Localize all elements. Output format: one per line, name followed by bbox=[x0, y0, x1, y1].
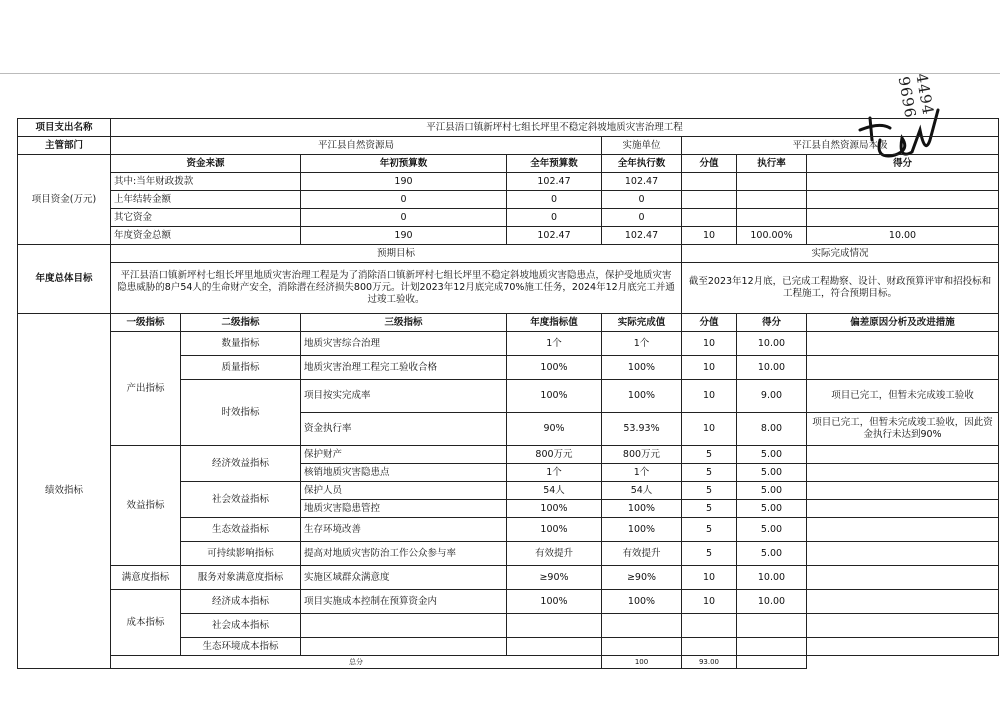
indicator-value: 10 bbox=[682, 380, 737, 413]
indicator-value: 10 bbox=[682, 356, 737, 380]
indicator-note bbox=[807, 332, 999, 356]
level2-quantity: 数量指标 bbox=[181, 332, 301, 356]
page-top-edge bbox=[0, 73, 1000, 74]
level2-service: 服务对象满意度指标 bbox=[181, 566, 301, 590]
indicator-actual: 800万元 bbox=[602, 446, 682, 464]
fund-annual: 102.47 bbox=[507, 173, 602, 191]
fund-score-value bbox=[682, 173, 737, 191]
indicator-target: 100% bbox=[507, 380, 602, 413]
col-executed: 全年执行数 bbox=[602, 155, 682, 173]
indicator-target: 100% bbox=[507, 356, 602, 380]
indicator-row bbox=[18, 566, 999, 590]
indicator-name: 地质灾害隐患管控 bbox=[301, 500, 507, 518]
indicator-note bbox=[807, 500, 999, 518]
total-value: 100 bbox=[602, 656, 682, 669]
col-target: 年度指标值 bbox=[507, 314, 602, 332]
indicator-note: 项目已完工，但暂未完成竣工验收，因此资金执行未达到90% bbox=[807, 413, 999, 446]
col-level1: 一级指标 bbox=[111, 314, 181, 332]
indicator-actual: 54人 bbox=[602, 482, 682, 500]
performance-header-row bbox=[18, 314, 999, 332]
col-level3: 三级指标 bbox=[301, 314, 507, 332]
fund-source: 其中:当年财政拨款 bbox=[111, 173, 301, 191]
indicator-name: 项目按实完成率 bbox=[301, 380, 507, 413]
indicator-score: 10.00 bbox=[737, 566, 807, 590]
indicator-actual: 1个 bbox=[602, 332, 682, 356]
actual-result-label: 实际完成情况 bbox=[682, 245, 999, 263]
col-source: 资金来源 bbox=[111, 155, 301, 173]
col-rate: 执行率 bbox=[737, 155, 807, 173]
fund-rate bbox=[737, 191, 807, 209]
total-row-partial bbox=[18, 656, 999, 669]
indicator-note bbox=[807, 542, 999, 566]
fund-score bbox=[807, 173, 999, 191]
project-name: 平江县浯口镇新坪村七组长坪里不稳定斜坡地质灾害治理工程 bbox=[111, 119, 999, 137]
level2-social: 社会效益指标 bbox=[181, 482, 301, 518]
indicator-value: 5 bbox=[682, 518, 737, 542]
fund-rate: 100.00% bbox=[737, 227, 807, 245]
indicator-value: 5 bbox=[682, 542, 737, 566]
handwritten-margin-note: 4494 9696 bbox=[894, 72, 938, 120]
col-initial: 年初预算数 bbox=[301, 155, 507, 173]
implementer: 平江县自然资源局本级 bbox=[682, 137, 999, 155]
level1-output: 产出指标 bbox=[111, 332, 181, 446]
indicator-name: 地质灾害治理工程完工验收合格 bbox=[301, 356, 507, 380]
expected-goal-label: 预期目标 bbox=[111, 245, 682, 263]
total-score: 93.00 bbox=[682, 656, 737, 669]
fund-annual: 0 bbox=[507, 191, 602, 209]
fund-annual: 0 bbox=[507, 209, 602, 227]
indicator-target: 1个 bbox=[507, 464, 602, 482]
indicator-value: 10 bbox=[682, 566, 737, 590]
department-label: 主管部门 bbox=[18, 137, 111, 155]
indicator-note bbox=[807, 566, 999, 590]
fund-score-value: 10 bbox=[682, 227, 737, 245]
indicator-actual: 100% bbox=[602, 356, 682, 380]
indicator-actual: 100% bbox=[602, 500, 682, 518]
level2-ecological: 生态效益指标 bbox=[181, 518, 301, 542]
col-score-value: 分值 bbox=[682, 155, 737, 173]
indicator-note bbox=[807, 590, 999, 614]
funds-row bbox=[18, 191, 999, 209]
goals-section-label: 年度总体目标 bbox=[18, 245, 111, 314]
indicator-target: 100% bbox=[507, 590, 602, 614]
indicator-score: 5.00 bbox=[737, 464, 807, 482]
level2-economic: 经济效益指标 bbox=[181, 446, 301, 482]
fund-rate bbox=[737, 173, 807, 191]
indicator-score: 5.00 bbox=[737, 542, 807, 566]
level1-benefit: 效益指标 bbox=[111, 446, 181, 566]
fund-annual: 102.47 bbox=[507, 227, 602, 245]
indicator-score: 8.00 bbox=[737, 413, 807, 446]
indicator-note bbox=[807, 446, 999, 464]
indicator-score: 10.00 bbox=[737, 590, 807, 614]
expected-goal-text: 平江县浯口镇新坪村七组长坪里地质灾害治理工程是为了消除浯口镇新坪村七组长坪里不稳定斜坡地质灾害隐患点，保护受地质灾害隐患威胁的8户54人的生命财产安全，消除潜在经济损失800万元。计划2023年12月底完成70%施工任务，2024年12月底完工并通过竣工验收。 bbox=[111, 263, 682, 314]
fund-score bbox=[807, 191, 999, 209]
col-value: 分值 bbox=[682, 314, 737, 332]
fund-score-value bbox=[682, 209, 737, 227]
project-name-row bbox=[18, 119, 999, 137]
indicator-target: 54人 bbox=[507, 482, 602, 500]
actual-result-text: 截至2023年12月底，已完成工程勘察、设计、财政预算评审和招投标和工程施工，符合预期目标。 bbox=[682, 263, 999, 314]
fund-initial: 190 bbox=[301, 227, 507, 245]
fund-initial: 0 bbox=[301, 209, 507, 227]
indicator-target: 1个 bbox=[507, 332, 602, 356]
fund-executed: 102.47 bbox=[602, 227, 682, 245]
funds-row bbox=[18, 173, 999, 191]
fund-rate bbox=[737, 209, 807, 227]
level1-satisfaction: 满意度指标 bbox=[111, 566, 181, 590]
col-annual: 全年预算数 bbox=[507, 155, 602, 173]
project-name-label: 项目支出名称 bbox=[18, 119, 111, 137]
indicator-value: 10 bbox=[682, 332, 737, 356]
col-note: 偏差原因分析及改进措施 bbox=[807, 314, 999, 332]
indicator-value: 5 bbox=[682, 500, 737, 518]
indicator-name: 地质灾害综合治理 bbox=[301, 332, 507, 356]
level2-econ-cost: 经济成本指标 bbox=[181, 590, 301, 614]
indicator-actual: ≥90% bbox=[602, 566, 682, 590]
funds-section-label: 项目资金(万元) bbox=[18, 155, 111, 245]
level2-sustainable: 可持续影响指标 bbox=[181, 542, 301, 566]
col-actual: 实际完成值 bbox=[602, 314, 682, 332]
funds-row bbox=[18, 209, 999, 227]
indicator-name: 生存环境改善 bbox=[301, 518, 507, 542]
indicator-note bbox=[807, 518, 999, 542]
indicator-target: 100% bbox=[507, 500, 602, 518]
funds-row bbox=[18, 227, 999, 245]
indicator-score: 5.00 bbox=[737, 482, 807, 500]
indicator-target: ≥90% bbox=[507, 566, 602, 590]
funds-header-row bbox=[18, 155, 999, 173]
col-level2: 二级指标 bbox=[181, 314, 301, 332]
indicator-row bbox=[18, 332, 999, 356]
level2-timeliness: 时效指标 bbox=[181, 380, 301, 446]
indicator-row bbox=[18, 446, 999, 464]
goals-row bbox=[18, 263, 999, 314]
fund-executed: 0 bbox=[602, 191, 682, 209]
indicator-row bbox=[18, 590, 999, 614]
indicator-name: 保护人员 bbox=[301, 482, 507, 500]
indicator-value: 10 bbox=[682, 413, 737, 446]
indicator-note bbox=[807, 464, 999, 482]
fund-executed: 102.47 bbox=[602, 173, 682, 191]
performance-section-label: 绩效指标 bbox=[18, 314, 111, 669]
fund-initial: 0 bbox=[301, 191, 507, 209]
indicator-name: 核销地质灾害隐患点 bbox=[301, 464, 507, 482]
col-score: 得分 bbox=[807, 155, 999, 173]
indicator-value: 10 bbox=[682, 590, 737, 614]
indicator-note bbox=[807, 356, 999, 380]
indicator-actual: 1个 bbox=[602, 464, 682, 482]
indicator-note: 项目已完工，但暂未完成竣工验收 bbox=[807, 380, 999, 413]
indicator-actual: 53.93% bbox=[602, 413, 682, 446]
fund-executed: 0 bbox=[602, 209, 682, 227]
indicator-name: 资金执行率 bbox=[301, 413, 507, 446]
indicator-note bbox=[807, 482, 999, 500]
fund-source: 年度资金总额 bbox=[111, 227, 301, 245]
indicator-target: 800万元 bbox=[507, 446, 602, 464]
department-row bbox=[18, 137, 999, 155]
performance-evaluation-table bbox=[17, 118, 999, 669]
col-score: 得分 bbox=[737, 314, 807, 332]
level2-eco-cost: 生态环境成本指标 bbox=[181, 638, 301, 656]
level2-quality: 质量指标 bbox=[181, 356, 301, 380]
department: 平江县自然资源局 bbox=[111, 137, 602, 155]
fund-source: 其它资金 bbox=[111, 209, 301, 227]
level2-social-cost: 社会成本指标 bbox=[181, 614, 301, 638]
indicator-actual: 100% bbox=[602, 590, 682, 614]
fund-score bbox=[807, 209, 999, 227]
fund-initial: 190 bbox=[301, 173, 507, 191]
fund-score: 10.00 bbox=[807, 227, 999, 245]
indicator-target: 有效提升 bbox=[507, 542, 602, 566]
indicator-name: 实施区域群众满意度 bbox=[301, 566, 507, 590]
indicator-name: 保护财产 bbox=[301, 446, 507, 464]
indicator-value: 5 bbox=[682, 446, 737, 464]
fund-source: 上年结转金额 bbox=[111, 191, 301, 209]
indicator-target: 90% bbox=[507, 413, 602, 446]
indicator-score: 5.00 bbox=[737, 518, 807, 542]
indicator-actual: 100% bbox=[602, 380, 682, 413]
indicator-name: 项目实施成本控制在预算资金内 bbox=[301, 590, 507, 614]
indicator-value: 5 bbox=[682, 464, 737, 482]
indicator-score: 10.00 bbox=[737, 332, 807, 356]
fund-score-value bbox=[682, 191, 737, 209]
indicator-name: 提高对地质灾害防治工作公众参与率 bbox=[301, 542, 507, 566]
goals-header-row bbox=[18, 245, 999, 263]
indicator-score: 5.00 bbox=[737, 500, 807, 518]
indicator-score: 5.00 bbox=[737, 446, 807, 464]
indicator-actual: 有效提升 bbox=[602, 542, 682, 566]
indicator-score: 10.00 bbox=[737, 356, 807, 380]
level1-cost: 成本指标 bbox=[111, 590, 181, 656]
total-label: 总分 bbox=[111, 656, 602, 669]
indicator-target: 100% bbox=[507, 518, 602, 542]
indicator-actual: 100% bbox=[602, 518, 682, 542]
indicator-value: 5 bbox=[682, 482, 737, 500]
implementer-label: 实施单位 bbox=[602, 137, 682, 155]
indicator-score: 9.00 bbox=[737, 380, 807, 413]
